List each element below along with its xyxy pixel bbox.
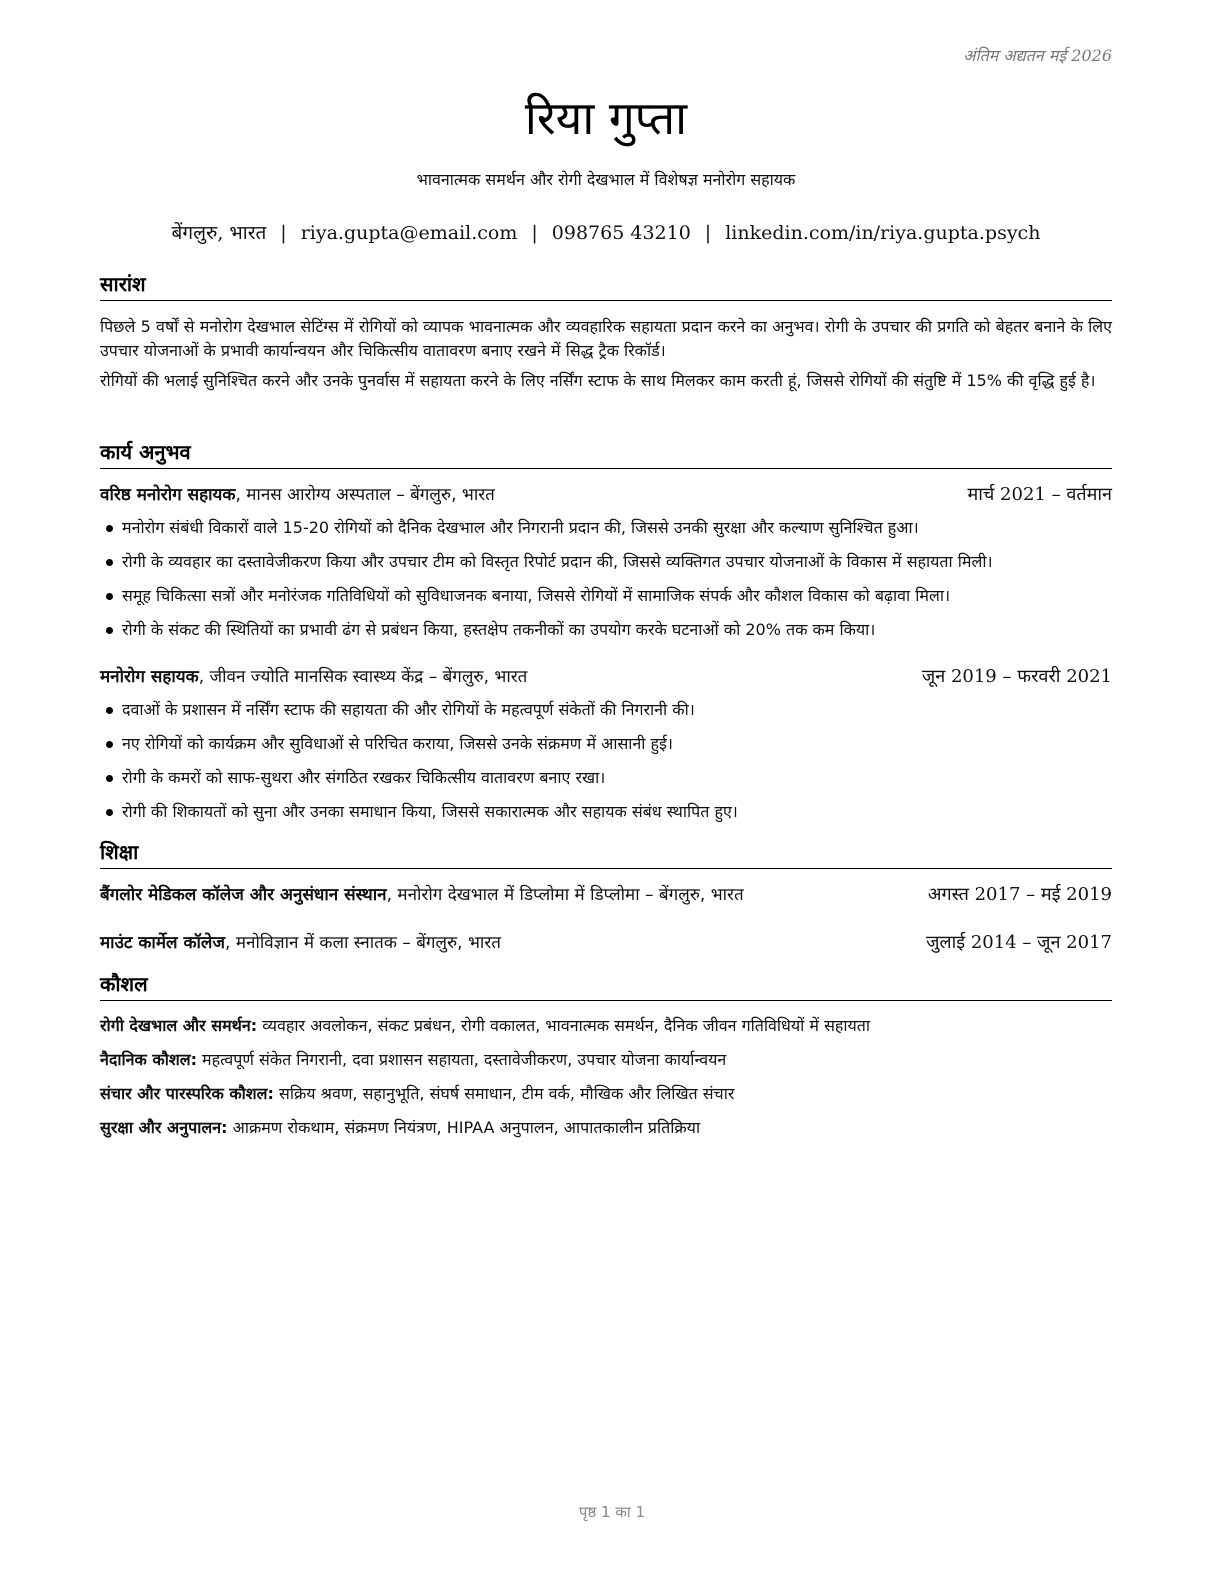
job-entry [100, 483, 1112, 647]
skill-label: संचार और पारस्परिक कौशल: [100, 1084, 274, 1103]
experience-section [100, 438, 1112, 829]
education-detail: , मनोविज्ञान में कला स्नातक – बेंगलुरु, भारत [225, 933, 501, 953]
skill-row [100, 1043, 1112, 1077]
skill-row [100, 1009, 1112, 1043]
resume-page [100, 0, 1112, 1584]
job-bullets [100, 511, 1112, 647]
education-section [100, 838, 1112, 955]
job-dates: मार्च 2021 – वर्तमान [967, 484, 1112, 505]
last-updated: अंतिम अद्यतन मई 2026 [963, 46, 1112, 65]
contact-separator: | [280, 222, 287, 244]
job-bullet: रोगी की शिकायतों को सुना और उनका समाधान किया, जिससे सकारात्मक और सहायक संबंध स्थापित हुए। [100, 795, 1112, 829]
job-bullet: रोगी के संकट की स्थितियों का प्रभावी ढंग से प्रबंधन किया, हस्तक्षेप तकनीकों का उपयोग करके घटनाओं को 20% तक कम किया। [100, 613, 1112, 647]
skill-value: आक्रमण रोकथाम, संक्रमण नियंत्रण, HIPAA अनुपालन, आपातकालीन प्रतिक्रिया [227, 1118, 701, 1137]
education-school: माउंट कार्मेल कॉलेज [100, 933, 226, 953]
job-header [100, 665, 1112, 689]
contact-line [100, 219, 1112, 245]
education-school: बैंगलोर मेडिकल कॉलेज और अनुसंधान संस्थान [100, 885, 387, 905]
tagline: भावनात्मक समर्थन और रोगी देखभाल में विशेषज्ञ मनोरोग सहायक [416, 170, 796, 189]
job-dates: जून 2019 – फरवरी 2021 [921, 666, 1112, 687]
job-organization: , जीवन ज्योति मानसिक स्वास्थ्य केंद्र – बेंगलुरु, भारत [198, 667, 528, 687]
education-heading: शिक्षा [100, 838, 1112, 869]
job-bullets [100, 693, 1112, 829]
education-detail: , मनोरोग देखभाल में डिप्लोमा में डिप्लोमा – बेंगलुरु, भारत [386, 885, 744, 905]
skills-section [100, 970, 1112, 1145]
summary-section [100, 270, 1112, 393]
job-bullet: नए रोगियों को कार्यक्रम और सुविधाओं से परिचित कराया, जिससे उनके संक्रमण में आसानी हुई। [100, 727, 1112, 761]
experience-heading: कार्य अनुभव [100, 438, 1112, 469]
skill-value: व्यवहार अवलोकन, संकट प्रबंधन, रोगी वकालत, भावनात्मक समर्थन, दैनिक जीवन गतिविधियों में सहायता [257, 1016, 871, 1035]
job-bullet: रोगी के कमरों को साफ-सुथरा और संगठित रखकर चिकित्सीय वातावरण बनाए रखा। [100, 761, 1112, 795]
summary-paragraph: रोगियों की भलाई सुनिश्चित करने और उनके पुनर्वास में सहायता करने के लिए नर्सिंग स्टाफ के साथ मिलकर काम करती हूं, जिससे रोगियों की संतुष्टि में 15% की वृद्धि हुई है। [100, 371, 1096, 390]
skills-heading: कौशल [100, 970, 1112, 1001]
job-role: मनोरोग सहायक [100, 667, 199, 687]
education-dates: जुलाई 2014 – जून 2017 [926, 932, 1112, 953]
page-number: पृष्ठ 1 का 1 [578, 1503, 646, 1521]
contact-location: बेंगलुरु, भारत [171, 222, 267, 244]
job-header [100, 483, 1112, 507]
education-entry [100, 883, 1112, 907]
job-bullet: समूह चिकित्सा सत्रों और मनोरंजक गतिविधियों को सुविधाजनक बनाया, जिससे रोगियों में सामाजिक संपर्क और कौशल विकास को बढ़ावा मिला। [100, 579, 1112, 613]
skill-label: सुरक्षा और अनुपालन: [100, 1118, 228, 1137]
contact-linkedin[interactable]: linkedin.com/in/riya.gupta.psych [725, 222, 1041, 244]
contact-separator: | [704, 222, 712, 244]
candidate-name: रिया गुप्ता [524, 91, 688, 145]
job-bullet: मनोरोग संबंधी विकारों वाले 15-20 रोगियों को दैनिक देखभाल और निगरानी प्रदान की, जिससे उनकी सुरक्षा और कल्याण सुनिश्चित हुआ। [100, 511, 1112, 545]
summary-heading: सारांश [100, 270, 1112, 301]
contact-separator: | [531, 222, 538, 244]
skill-label: रोगी देखभाल और समर्थन: [100, 1016, 258, 1035]
contact-phone: 098765 43210 [551, 222, 691, 244]
summary-paragraph: पिछले 5 वर्षों से मनोरोग देखभाल सेटिंग्स में रोगियों को व्यापक भावनात्मक और व्यवहारिक सहायता प्रदान करने का अनुभव। रोगी के उपचार की प्रगति को बेहतर बनाने के लिए उपचार योजनाओं के प्रभावी कार्यान्वयन और चिकित्सीय वातावरण बनाए रखने में सिद्ध ट्रैक रिकॉर्ड। [100, 317, 1112, 360]
skill-row [100, 1077, 1112, 1111]
skill-label: नैदानिक कौशल: [100, 1050, 197, 1069]
skill-value: सक्रिय श्रवण, सहानुभूति, संघर्ष समाधान, टीम वर्क, मौखिक और लिखित संचार [273, 1084, 735, 1103]
education-entry [100, 931, 1112, 955]
job-bullet: दवाओं के प्रशासन में नर्सिंग स्टाफ की सहायता की और रोगियों के महत्वपूर्ण संकेतों की निगरानी की। [100, 693, 1112, 727]
job-entry [100, 665, 1112, 829]
job-role: वरिष्ठ मनोरोग सहायक [100, 485, 236, 505]
education-dates: अगस्त 2017 – मई 2019 [927, 884, 1112, 905]
skills-list [100, 1009, 1112, 1145]
job-bullet: रोगी के व्यवहार का दस्तावेजीकरण किया और उपचार टीम को विस्तृत रिपोर्ट प्रदान की, जिससे व्यक्तिगत उपचार योजनाओं के विकास में सहायता मिली। [100, 545, 1112, 579]
skill-row [100, 1111, 1112, 1145]
contact-email[interactable]: riya.gupta@email.com [300, 222, 518, 244]
job-organization: , मानस आरोग्य अस्पताल – बेंगलुरु, भारत [235, 485, 495, 505]
skill-value: महत्वपूर्ण संकेत निगरानी, दवा प्रशासन सहायता, दस्तावेजीकरण, उपचार योजना कार्यान्वयन [196, 1050, 727, 1069]
